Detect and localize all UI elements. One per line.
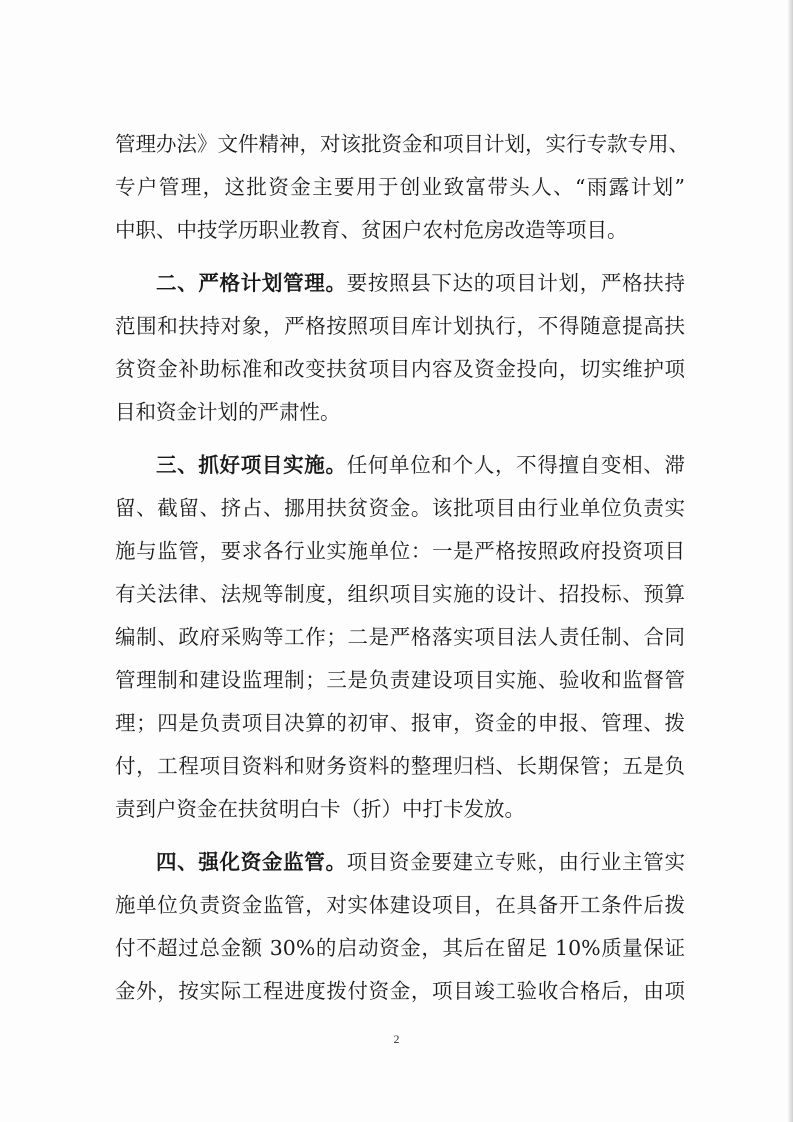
text-line: 编制、政府采购等工作；二是严格落实项目法人责任制、合同: [115, 625, 685, 649]
text-line: 目和资金计划的严肃性。: [115, 400, 341, 424]
text-line: 中职、中技学历职业教育、贫困户农村危房改造等项目。: [115, 218, 628, 242]
section-heading: 三、抓好项目实施。: [156, 453, 347, 477]
page-number: 2: [393, 1032, 400, 1046]
text-run: 任何单位和个人，不得擅自变相、滞: [346, 453, 685, 477]
text-line: 付，工程项目资料和财务资料的整理归档、长期保管；五是负: [115, 754, 685, 778]
document-body: [115, 123, 689, 1013]
section-heading: 二、严格计划管理。: [156, 271, 347, 295]
text-line: 范围和扶持对象，严格按照项目库计划执行，不得随意提高扶: [115, 314, 685, 338]
text-line: 管理办法》文件精神，对该批资金和项目计划，实行专款专用、: [115, 132, 689, 156]
text-line: 有关法律、法规等制度，组织项目实施的设计、招投标、预算: [115, 582, 685, 606]
text-line: 施与监管，要求各行业实施单位：一是严格按照政府投资项目: [115, 539, 685, 563]
text-run: 项目资金要建立专账，由行业主管实: [346, 850, 685, 874]
text-line: 贫资金补助标准和改变扶贫项目内容及资金投向，切实维护项: [115, 357, 685, 381]
paragraph-plan-management: [115, 262, 685, 434]
text-line: 金外，按实际工程进度拨付资金，项目竣工验收合格后，由项: [115, 979, 685, 1003]
text-line: 施单位负责资金监管，对实体建设项目，在具备开工条件后拨: [115, 893, 685, 917]
paragraph-fund-supervision: [115, 841, 685, 1013]
text-line: 留、截留、挤占、挪用扶贫资金。该批项目由行业单位负责实: [115, 496, 685, 520]
page-edge-shadow: [787, 0, 793, 1122]
text-line: 专户管理，这批资金主要用于创业致富带头人、“雨露计划”: [115, 175, 685, 199]
text-line: [115, 262, 685, 305]
text-line: 管理制和建设监理制；三是负责建设项目实施、验收和监督管: [115, 668, 685, 692]
text-line: 理；四是负责项目决算的初审、报审，资金的申报、管理、拨: [115, 711, 685, 735]
text-run: 要按照县下达的项目计划，严格扶持: [346, 271, 685, 295]
text-line: [115, 444, 685, 487]
text-line: [115, 841, 685, 884]
text-line: 责到户资金在扶贫明白卡（折）中打卡发放。: [115, 797, 525, 821]
section-heading: 四、强化资金监管。: [156, 850, 347, 874]
paragraph-project-implementation: [115, 444, 685, 831]
text-line: 付不超过总金额 30%的启动资金，其后在留足 10%质量保证: [115, 936, 685, 960]
paragraph-continuation: [115, 123, 689, 252]
